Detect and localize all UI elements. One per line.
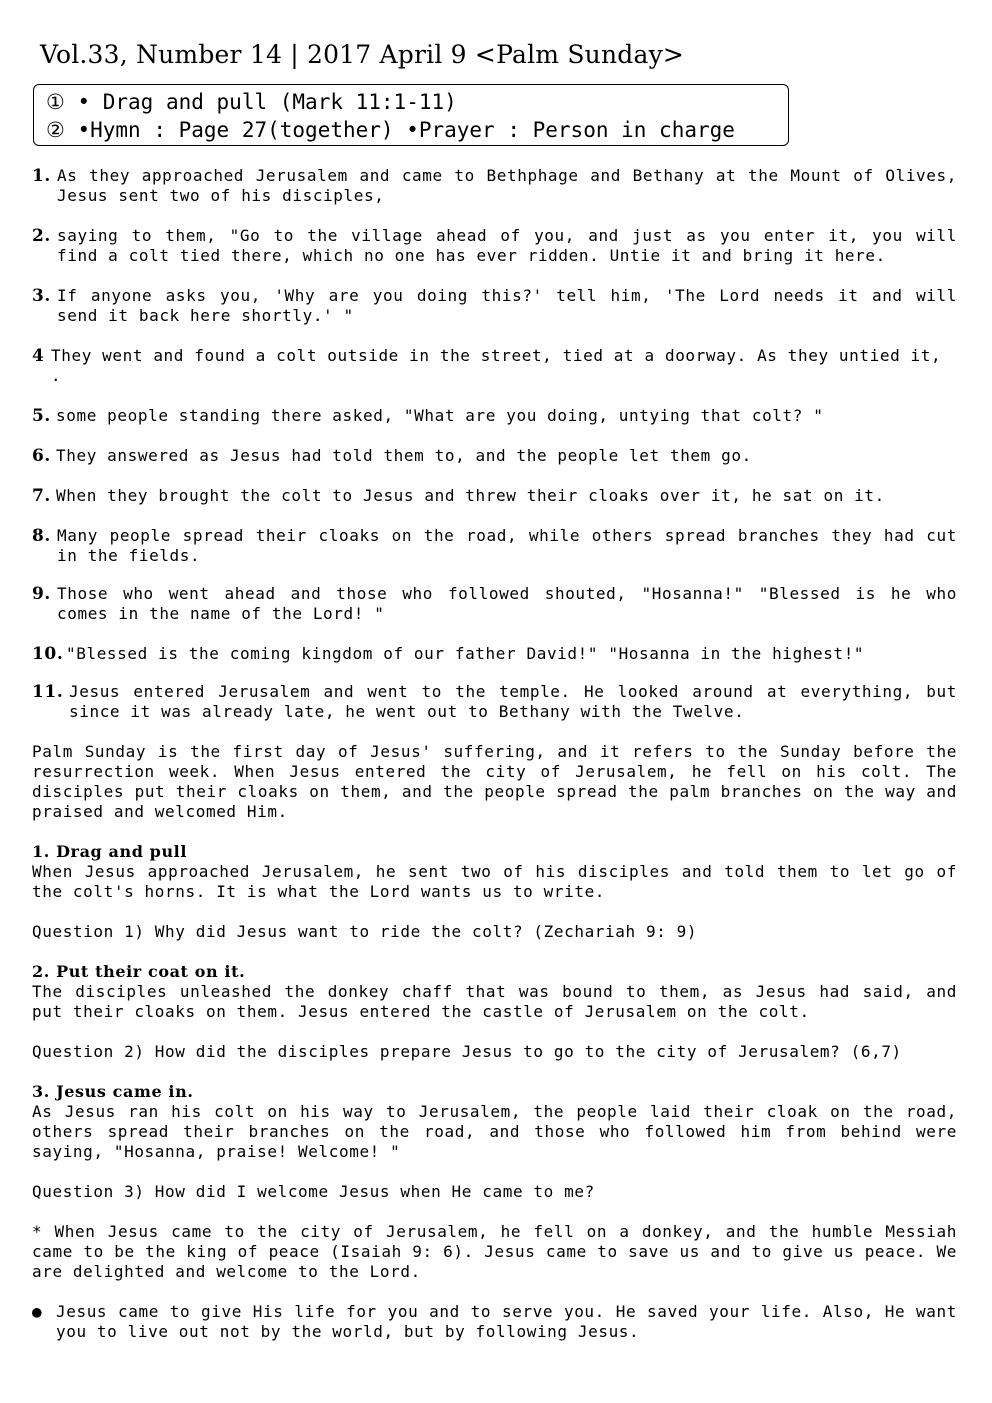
box-line-reading: ① • Drag and pull (Mark 11:1-11) xyxy=(46,90,457,114)
section-body: As Jesus ran his colt on his way to Jerusalem, the people laid their cloak on the road, others spread their branches on the road, and those who followed him from behind were saying, "Hosanna, praise! Welcome! " xyxy=(32,1102,957,1161)
verse-number: 5. xyxy=(32,406,51,426)
page-title: Vol.33, Number 14 | 2017 April 9 <Palm Sunday> xyxy=(40,40,685,69)
closing-statement xyxy=(32,1302,957,1342)
question: Question 2) How did the disciples prepare Jesus to go to the city of Jerusalem? (6,7) xyxy=(32,1042,902,1061)
verse-number: 1. xyxy=(32,166,51,186)
note-paragraph: * When Jesus came to the city of Jerusalem, he fell on a donkey, and the humble Messiah came to be the king of peace (Isaiah 9: 6). Jesus came to save us and to give us peace. We are delighted and welcome to the Lord. xyxy=(32,1222,957,1281)
verse-text: Jesus entered Jerusalem and went to the temple. He looked around at everything, but since it was already late, he went out to Bethany with the Twelve. xyxy=(69,682,957,721)
verse-5 xyxy=(32,406,957,426)
verse-number: 8. xyxy=(32,526,51,546)
verse-text: saying to them, "Go to the village ahead of you, and just as you enter it, you will find a colt tied there, which no one has ever ridden. Untie it and bring it here. xyxy=(57,226,957,265)
section-body: The disciples unleashed the donkey chaff that was bound to them, as Jesus had said, and put their cloaks on them. Jesus entered the castle of Jerusalem on the colt. xyxy=(32,982,957,1021)
verse-text: If anyone asks you, 'Why are you doing this?' tell him, 'The Lord needs it and will send it back here shortly.' " xyxy=(57,286,957,325)
order-of-service-box xyxy=(33,84,789,146)
verse-8 xyxy=(32,526,957,566)
section-heading: 1. Drag and pull xyxy=(32,842,188,861)
verse-text: When they brought the colt to Jesus and threw their cloaks over it, he sat on it. xyxy=(56,486,885,505)
verse-text: Those who went ahead and those who followed shouted, "Hosanna!" "Blessed is he who comes in the name of the Lord! " xyxy=(57,584,957,623)
verse-3 xyxy=(32,286,957,326)
verse-text: They answered as Jesus had told them to, and the people let them go. xyxy=(56,446,752,465)
verse-text: They went and found a colt outside in the street, tied at a doorway. As they untied it, . xyxy=(51,346,942,385)
verse-text: some people standing there asked, "What are you doing, untying that colt? " xyxy=(56,406,824,425)
verse-text: Many people spread their cloaks on the road, while others spread branches they had cut in the fields. xyxy=(57,526,957,565)
verse-number: 3. xyxy=(32,286,51,306)
section-heading: 3. Jesus came in. xyxy=(32,1082,194,1101)
section-body: When Jesus approached Jerusalem, he sent two of his disciples and told them to let go of the colt's horns. It is what the Lord wants us to write. xyxy=(32,862,957,901)
verse-number: 2. xyxy=(32,226,51,246)
verse-number: 11. xyxy=(32,682,64,702)
document-body xyxy=(32,166,957,1342)
verse-number: 7. xyxy=(32,486,51,506)
question: Question 1) Why did Jesus want to ride the colt? (Zechariah 9: 9) xyxy=(32,922,698,941)
closing-text: Jesus came to give His life for you and to serve you. He saved your life. Also, He want you to live out not by the world, but by following Jesus. xyxy=(56,1302,957,1341)
verse-11 xyxy=(32,682,957,722)
box-line-hymn-prayer: ② •Hymn : Page 27(together) •Prayer : Person in charge xyxy=(46,118,735,142)
verse-10 xyxy=(32,644,957,664)
verse-number: 9. xyxy=(32,584,51,604)
section-heading: 2. Put their coat on it. xyxy=(32,962,246,981)
verse-2 xyxy=(32,226,957,266)
intro-paragraph: Palm Sunday is the first day of Jesus' suffering, and it refers to the Sunday before the resurrection week. When Jesus entered the city of Jerusalem, he fell on his colt. The disciples put their cloaks on them, and the people spread the palm branches on the way and praised and welcomed Him. xyxy=(32,742,957,821)
verse-9 xyxy=(32,584,957,624)
verse-7 xyxy=(32,486,957,506)
verse-number: 6. xyxy=(32,446,51,466)
verse-number: 10. xyxy=(32,644,64,664)
verse-1 xyxy=(32,166,957,206)
verse-text: "Blessed is the coming kingdom of our father David!" "Hosanna in the highest!" xyxy=(66,644,865,663)
verse-6 xyxy=(32,446,957,466)
question: Question 3) How did I welcome Jesus when He came to me? xyxy=(32,1182,595,1201)
verse-text: As they approached Jerusalem and came to Bethphage and Bethany at the Mount of Olives, Jesus sent two of his disciples, xyxy=(57,166,957,205)
verse-number: 4 xyxy=(32,346,45,366)
bullet-icon: ● xyxy=(32,1302,43,1321)
verse-4 xyxy=(32,346,957,386)
